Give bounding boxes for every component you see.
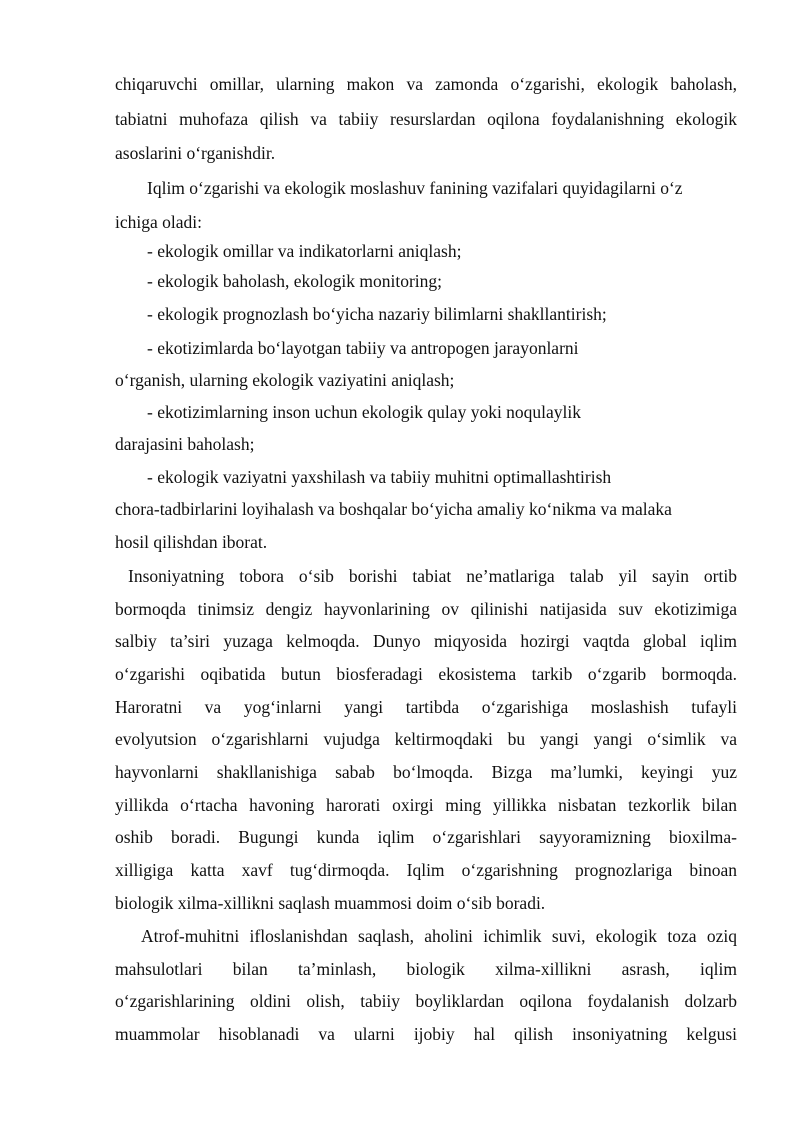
text-line: chiqaruvchi omillar, ularning makon va zamonda o‘zgarishi, ekologik baholash, [115,74,737,94]
list-item: - ekologik baholash, ekologik monitoring; [147,271,443,291]
list-item: - ekotizimlarda bo‘layotgan tabiiy va antropogen jarayonlarni [147,338,579,358]
text-line: yillikda o‘rtacha havoning harorati oxirgi ming yillikka nisbatan tezkorlik bilan [115,795,737,815]
list-item: - ekologik prognozlash bo‘yicha nazariy bilimlarni shakllantirish; [147,304,607,324]
text-line: Haroratni va yog‘inlarni yangi tartibda o‘zgarishiga moslashish tufayli [115,697,737,717]
list-item-continuation: o‘rganish, ularning ekologik vaziyatini aniqlash; [115,370,455,390]
list-item: - ekologik vaziyatni yaxshilash va tabiiy muhitni optimallashtirish [147,467,612,487]
list-item-continuation: hosil qilishdan iborat. [115,532,268,552]
text-line: biologik xilma-xillikni saqlash muammosi doim o‘sib boradi. [115,893,546,913]
text-line: hayvonlarni shakllanishiga sabab bo‘lmoqda. Bizga ma’lumki, keyingi yuz [115,762,737,782]
text-line: salbiy ta’siri yuzaga kelmoqda. Dunyo miqyosida hozirgi vaqtda global iqlim [115,631,737,651]
text-line: ichiga oladi: [115,212,202,232]
list-item-continuation: darajasini baholash; [115,434,255,454]
list-item-continuation: chora-tadbirlarini loyihalash va boshqalar bo‘yicha amaliy ko‘nikma va malaka [115,499,672,519]
text-line: mahsulotlari bilan ta’minlash, biologik xilma-xillikni asrash, iqlim [115,959,737,979]
text-line: evolyutsion o‘zgarishlarni vujudga keltirmoqdaki bu yangi yangi o‘simlik va [115,729,737,749]
text-line: o‘zgarishi oqibatida butun biosferadagi ekosistema tarkib o‘zgarib bormoqda. [115,664,737,684]
text-line: asoslarini o‘rganishdir. [115,143,276,163]
text-line: tabiatni muhofaza qilish va tabiiy resurslardan oqilona foydalanishning ekologik [115,109,737,129]
text-line: xilligiga katta xavf tug‘dirmoqda. Iqlim o‘zgarishning prognozlariga binoan [115,860,737,880]
paragraph-first-line: Atrof-muhitni ifloslanishdan saqlash, aholini ichimlik suvi, ekologik toza oziq [141,926,737,946]
list-item: - ekotizimlarning inson uchun ekologik qulay yoki noqulaylik [147,402,582,422]
paragraph-first-line: Insoniyatning tobora o‘sib borishi tabiat ne’matlariga talab yil sayin ortib [128,566,737,586]
paragraph-first-line: Iqlim o‘zgarishi va ekologik moslashuv fanining vazifalari quyidagilarni o‘z [147,178,683,198]
text-line: muammolar hisoblanadi va ularni ijobiy hal qilish insoniyatning kelgusi [115,1024,737,1044]
text-line: bormoqda tinimsiz dengiz hayvonlarining ov qilinishi natijasida suv ekotizimiga [115,599,737,619]
text-line: o‘zgarishlarining oldini olish, tabiiy boyliklardan oqilona foydalanish dolzarb [115,991,737,1011]
text-line: oshib boradi. Bugungi kunda iqlim o‘zgarishlari sayyoramizning bioxilma- [115,827,737,847]
list-item: - ekologik omillar va indikatorlarni aniqlash; [147,241,462,261]
